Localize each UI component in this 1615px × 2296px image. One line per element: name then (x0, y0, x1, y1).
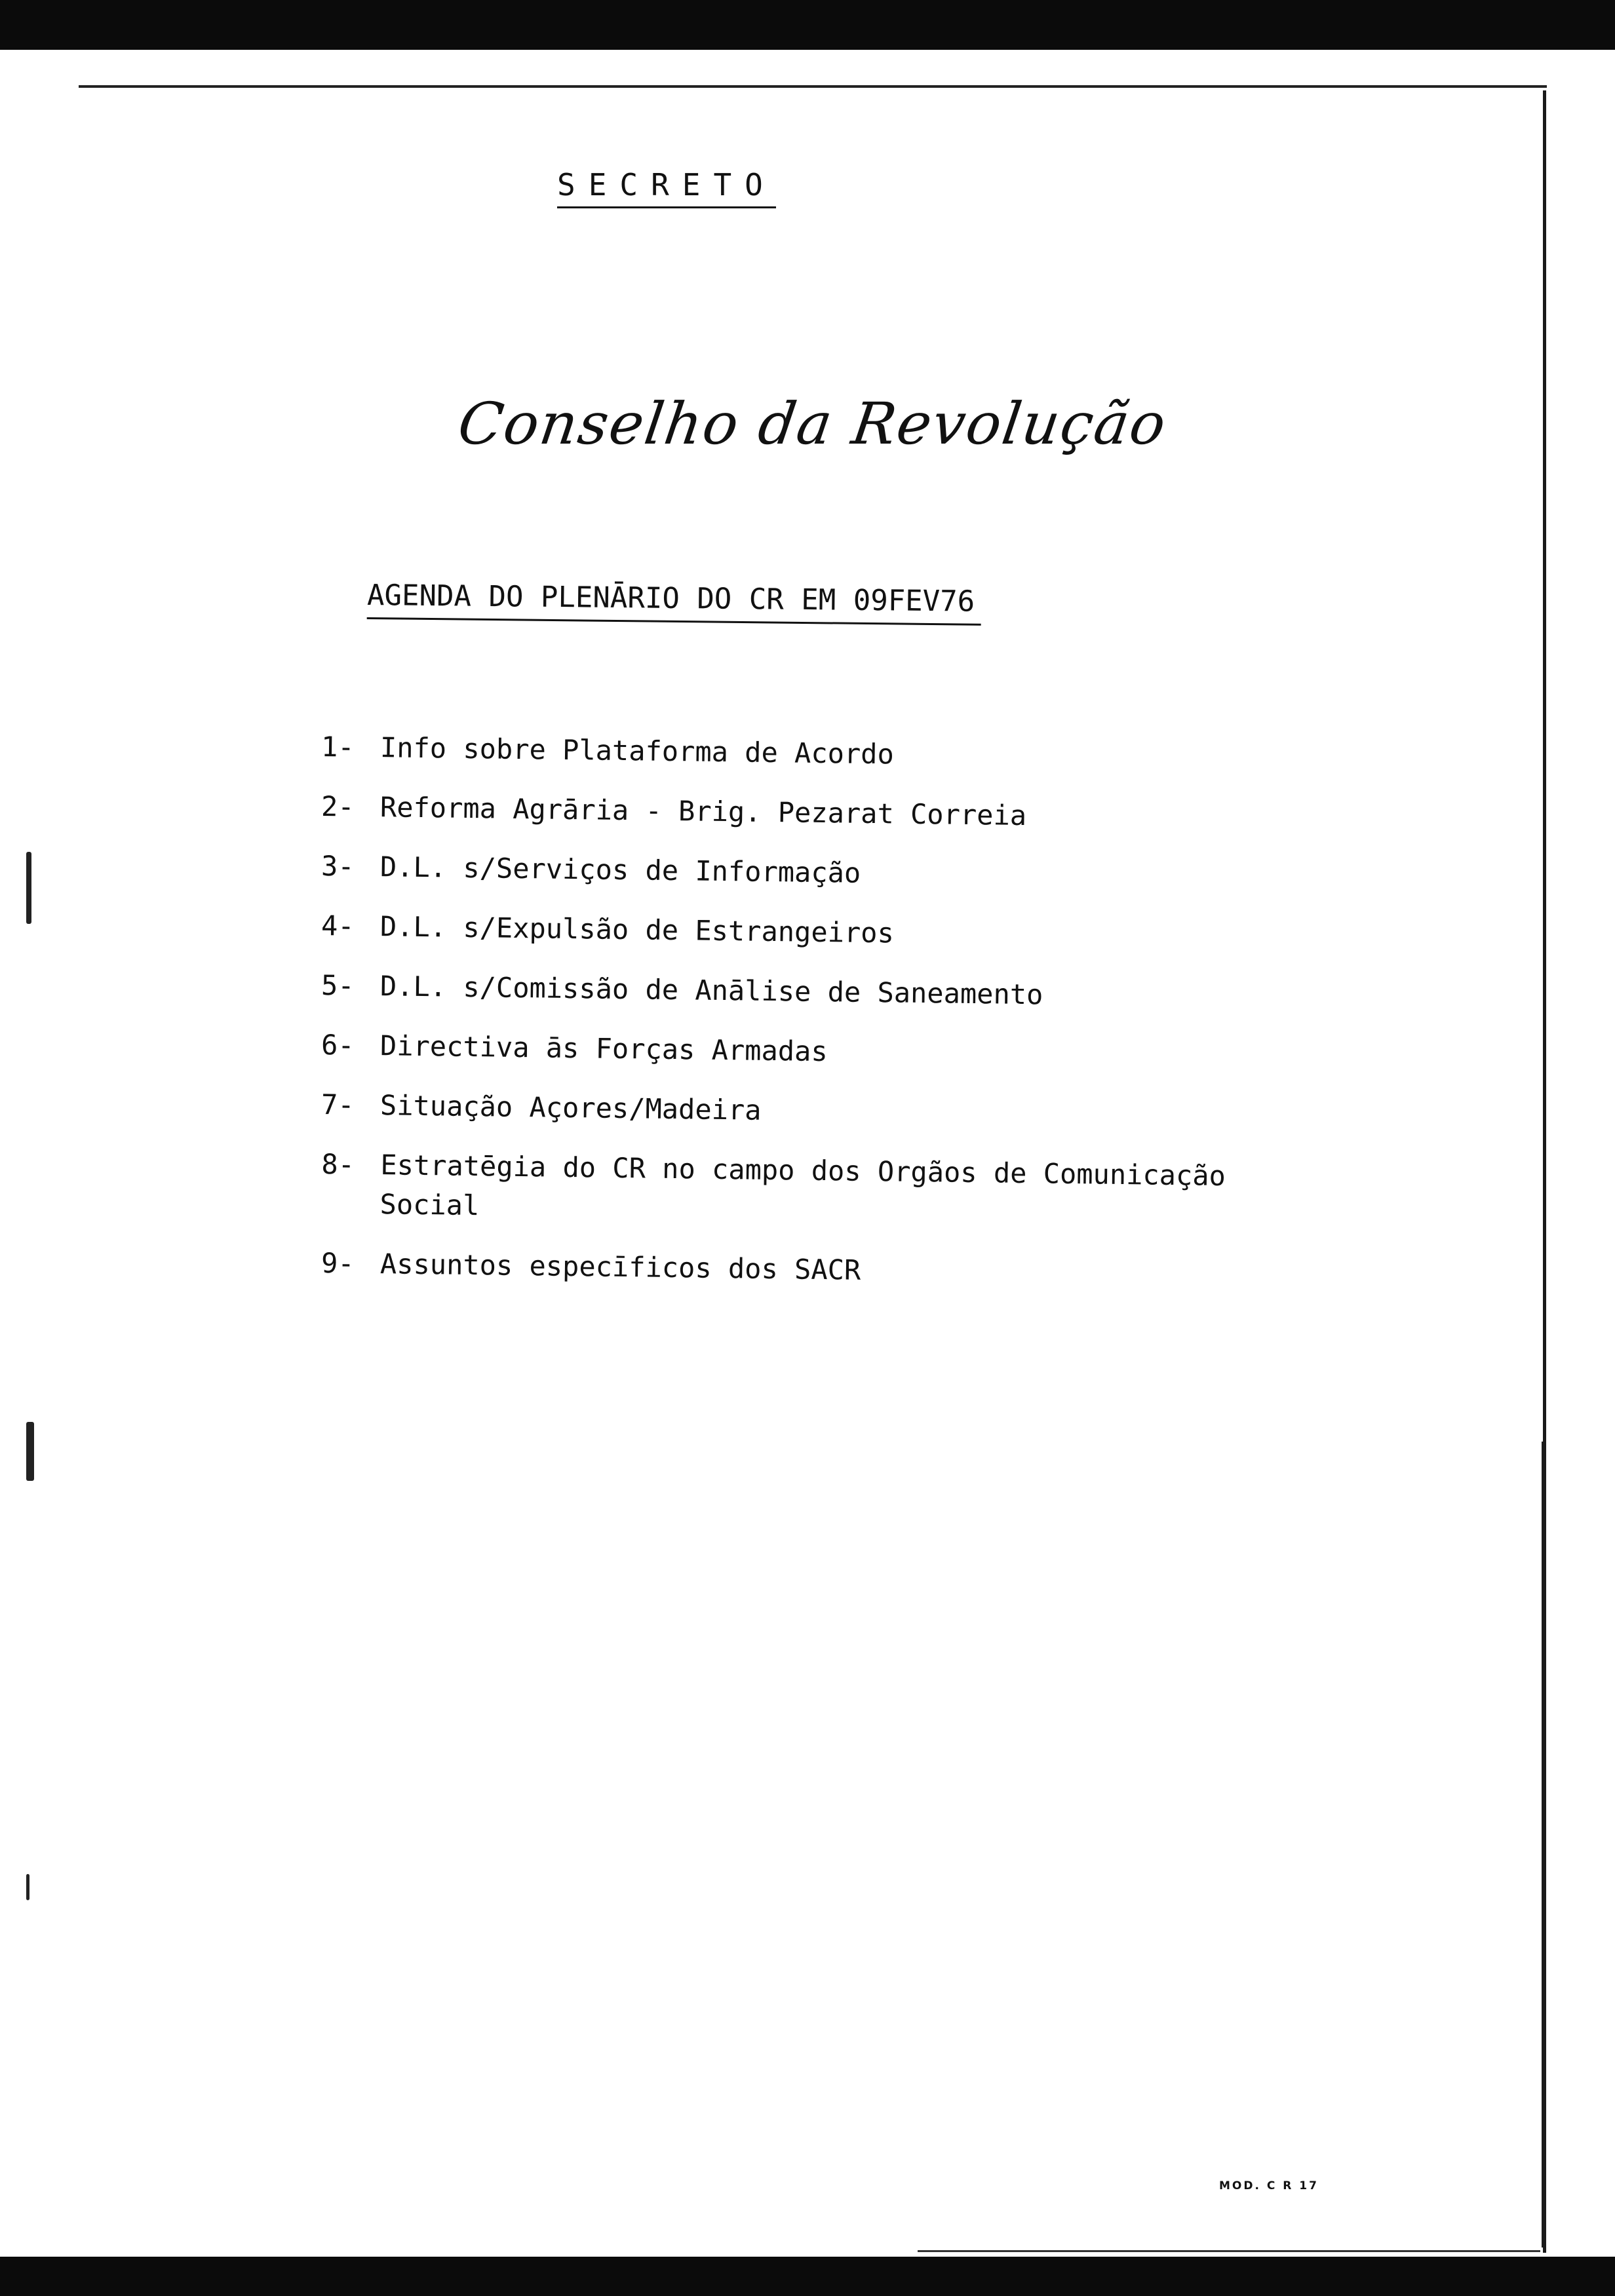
agenda-item (321, 966, 1371, 1019)
agenda-item-text: Situação Açores/Madeira (379, 1089, 762, 1126)
page-frame-bottom-line (918, 2250, 1540, 2252)
agenda-item (321, 1025, 1371, 1079)
page-frame-top-line (79, 85, 1547, 88)
classification-heading: SECRETO (557, 167, 776, 208)
agenda-item (321, 1244, 1371, 1297)
agenda-item-number: 8- (321, 1148, 355, 1181)
agenda-item-text: Directiva ās Forças Armadas (379, 1029, 828, 1068)
scan-speckle (26, 1874, 29, 1900)
agenda-title: AGENDA DO PLENĀRIO DO CR EM 09FEV76 (367, 579, 982, 626)
agenda-item (321, 727, 1371, 780)
agenda-item-number: 5- (321, 969, 355, 1002)
agenda-item-text: Reforma Agrāria - Brig. Pezarat Correia (379, 791, 1027, 832)
agenda-item-number: 4- (321, 909, 355, 942)
agenda-item-text: Info sobre Plataforma de Acordo (379, 731, 895, 771)
agenda-item-number: 2- (321, 790, 355, 823)
agenda-item (321, 1145, 1370, 1237)
page-frame-right-line-lower (1542, 1442, 1546, 2248)
agenda-item (321, 847, 1371, 900)
agenda-item-text: D.L. s/Comissão de Anālise de Saneamento (379, 970, 1043, 1011)
agenda-item (321, 1085, 1371, 1138)
form-code: MOD. C R 17 (1219, 2179, 1319, 2192)
agenda-item-number: 9- (321, 1247, 355, 1280)
agenda-item-number: 3- (321, 850, 355, 883)
agenda-item-text: Assuntos especīficos dos SACR (379, 1248, 861, 1286)
scan-border-bottom (0, 2257, 1615, 2296)
agenda-item-text: D.L. s/Expulsão de Estrangeiros (379, 910, 895, 949)
scan-border-top (0, 0, 1615, 50)
agenda-item (321, 906, 1371, 959)
agenda-item (321, 787, 1371, 840)
scan-speckle (26, 1422, 34, 1481)
agenda-item-number: 1- (321, 731, 355, 763)
agenda-item-number: 7- (321, 1088, 355, 1121)
agenda-item-text: Estratēgia do CR no campo dos Orgãos de Comunicação Social (379, 1149, 1226, 1222)
council-letterhead: Conselho da Revolução (454, 390, 1171, 457)
scan-speckle (26, 852, 31, 924)
agenda-item-number: 6- (321, 1029, 355, 1062)
agenda-list (321, 727, 1370, 1303)
agenda-item-text: D.L. s/Serviços de Informação (379, 851, 861, 889)
